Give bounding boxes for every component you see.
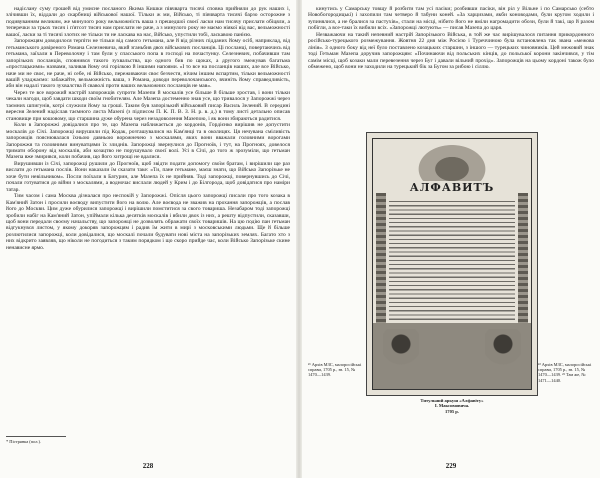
title-page-heading: АЛФАВИТЪ	[409, 181, 495, 194]
left-paragraph-5: Вирушивши із Січі, запорожці рушили до Прогноїв, щоб звідти подати допомогу своїм братам, і вирішили ще раз вислати до гетьмана послів. Вони наказали їм сказати таке: «Ти, пане гетьмане, маєш знати, що Військо Запорізьке не хоче бути невільником». Посли поїхали в Батурин, але Мазепа їх не прийняв. Тоді запорожці, повернувшись до Січі, почали готуватися до війни з москалями, а водночас вислали людей у Крим і до Білгорода, щоб довідатися про наміри татар.	[6, 160, 290, 193]
left-page-body	[6, 6, 290, 434]
right-paragraph-1: кинутись у Самарську товщу й розбити там усі пасіки; розбивши пасіки, він ріл у Вільне і по Самарсько (себто Новобогородицькі) і захопили там четверо й табуни коней. «За харцизами, якби коноводами, були кругом ходили і зупинялися, а не бралися за пастухів», стали на місці, нібито його не вміли нагромадити обози, були й такі, що й разом побігли, а все-таки їх вибили всіх. «Запорожці лютують» — писав Мазепа до царя.	[308, 6, 594, 32]
figure-area	[308, 132, 594, 437]
left-paragraph-2: Запорожцям доводилося терпіти не тільки від самого гетьмана, але й від різних підданих йому осіб, наприклад, від гетьманського довіреного Романа Селезневича, який зганьбив двох військових посланців. Ці посланці, повертаючись від гетьмана, заїхали в Переволочну і там були у спасського попа в господі на почастунку. Селезневич, побачивши там запорізьких посланців, сповнився такого зухвальства, що одного бив по щоках, а другого змежував багатьма «простацькими» назвами, заливав йому очі горілкою й іншими напоями. «І то все на посланців наших, але все Військо, наче ми не своє, не раче, ні себе, ні Військо, переживаючи своє безчестя, нічим іншим вспартим, тільки вельможності вашій уладжаємо: забажайте, вельможність ваша, з Романа, доводи переволочанського, вчиніть йому справедливість, аби він надалі такого зухвалства й сваволі проти ваших вельможних посланців не мав».	[6, 38, 290, 90]
caption-year: 1705 р.	[444, 408, 460, 414]
title-page-text-block	[389, 201, 515, 321]
footnote-figure-right	[538, 362, 594, 383]
footnote-figure-left	[308, 362, 364, 378]
left-medallion	[383, 329, 419, 379]
figure-caption	[404, 398, 500, 414]
right-pillar-ornament	[518, 193, 528, 323]
footnote-rule-left	[6, 436, 66, 437]
engraved-title-page-image	[366, 132, 538, 396]
page-number-left: 228	[142, 462, 154, 470]
page-number-right: 229	[445, 462, 457, 470]
left-paragraph-3: Через те все ворожий настрій запорожців супроти Мазепи й москалів усе більше й більше зростав, і вони тільки чекали нагоди, щоб завдати шкоди своїм гнобителям. Але Мазепа достеменно знав усе, що тривалося у Запорожжі через таємних шпигунів, котрі служили йому за гроші. Таким був запорізький військовий писар Василь Зелений. В середині вересня Зелений надіслав таємного листа Мазепі (з підписом П. К. П. В. З. Н. р. в. д.) в тому листі детально описав становище при кошовому, що старшина дуже обурена через незадоволення Мазепою, і як вони збираються радитися.	[6, 89, 290, 122]
caption-author: І. Максимовича.	[434, 403, 470, 409]
right-page	[308, 6, 594, 472]
footnote-left-page: * Пістрянка (пол.).	[6, 439, 42, 444]
left-paragraph-6: Тим часом і сама Москва дізналася про неспокій у Запорожжі. Опісля цього запорожці писали про того козака в Кам'яний Затон і просили воєводу випустити його на волю. Але воєвода не зважив на прохання запорожців, а послав його до Москви. Цим дуже обурилися запорожці і вирішили помститися за свого товариша. Незабаром тоді запорожці зробили набіг на Кам'яний Затон, упіймали кілька десятків москалів і вбили двох із них, а решту відпустили, сказавши, щоб вони передали своєму начальству, що запорожці не дозволять ображати своїх товаришів. На цю подію пан гетьман відгукнувся листом, у якому докоряв запорожцям і радив їм жити в мирі з московськими людьми. Ще й більше розлютилися запорожці, коли довідалися, що москалі почали будувати нові міста на запорізьких землях. Багато хто з них відкрито заявляв, що ніколи не погодиться з таким порядком і що скоро прийде час, коли Військо Запорізьке скине ненависне ярмо.	[6, 193, 290, 251]
left-pillar-ornament	[376, 193, 386, 323]
crown-ornament	[413, 141, 491, 181]
right-page-body	[308, 6, 594, 124]
caption-title: Титульний аркуш «Алфавіту»	[420, 398, 484, 403]
right-paragraph-2: Незважаючи на такий непевний настрій Запорізького Війська, в той же час вирішувалося питання прикордонного російсько-турецького розмежування. Жовтня 22 дня між Росією і Туреччиною була встановлена так звана «межова лінія». З одного боку від неї було поставлено козацьких старшин, з іншого — турецьких чиновників. Цей межовий знак тоді Гетьман Мазепа доручив запорожцям: «Починаючи від польських кінців, до польської корони закінчився, у тім самім місці, щоб козаки мали перевезення через Буг і давали вільний прохід». Запорожців на цьому кордоні також було обмежено, щоб вони не заходили на турецький бік за Бугом за рибою і сіллю.	[308, 31, 594, 71]
right-medallion	[485, 329, 521, 379]
left-paragraph-1: надіслану суму грошей від умисне посланого Якима Кишки півчварта тисячі сповна прийняли до рук наших і, злічивши їх, віддали до скарбниці військової нашої. Тільки ж ми, Військо, ті півчварта тисячі барзо осторожне з подивуванням великим, же минулого року вельможність ваша з прешедшої своєї ласки нам тисячу прислати обіцяли, а теперечки за трьох тисяч і п'ятсот тисяч нам прислати не раче, а з минулого року не маємо ніякої від вас, вельможності вашої, ласки за ті тисячі злотих не тільки ти не ласкава на нас, Військо, упустили тобі, ласкавою панією.	[6, 6, 290, 38]
engraved-scene-base	[373, 323, 531, 389]
left-paragraph-4: Коли в Запорожжі довідалися про те, що Мазепа наближається до кордонів, Гордієнко вирішив не допустити москалів до Січі. Запорожці вирушили під Кодак, розташувалися на Кам'янці та в околицях. Ця нечувана сміливість запорожців пояснювалася їхньою давньою ворожнечею з москалями, яких вони вважали головними ворогами Запорожжя та головними винуватцями їх злиднів. Запорожці звернулися до Прогноїв, і тут, на Прогноях, довелося тримати оборону від москалів, аби козацтво не порушувало своєї волі. Усі в Січі, до того ж зрозуміли, що гетьман Мазепа вже змирився, коли побачив, що його хитрощі не вдалися.	[6, 122, 290, 161]
footnote-21: ²¹ Архів МЗС, малоросійські справи, 1705 р., зв. 15, № 1470—1439.	[308, 362, 362, 378]
footnote-22-23: ²² Архів МЗС, малоросійські справи, 1705 р., зв. 15, № 1470—1439. ²³ Там же, № 1471—1440.	[538, 362, 592, 383]
left-page	[6, 6, 290, 472]
book-gutter	[296, 0, 302, 478]
